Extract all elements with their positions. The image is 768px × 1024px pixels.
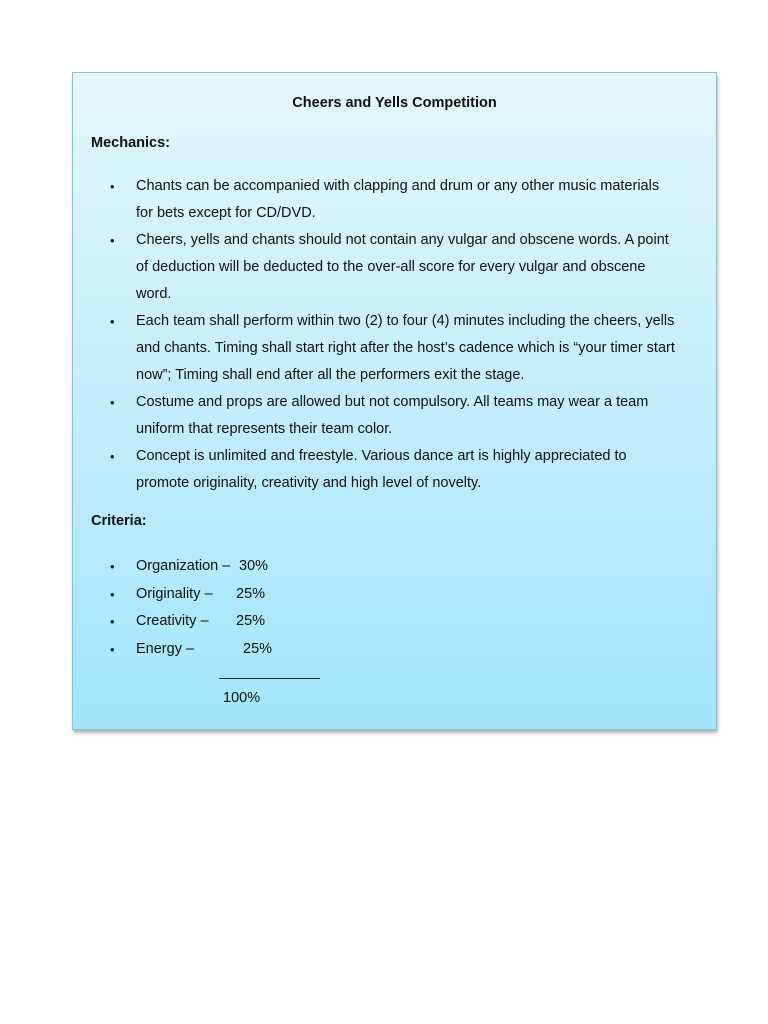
bullet-icon: •	[110, 395, 115, 410]
criteria-list	[73, 553, 716, 664]
criteria-item	[73, 608, 716, 636]
mechanics-list	[73, 173, 716, 497]
bullet-icon: •	[110, 559, 115, 574]
mechanics-item-text: Cheers, yells and chants should not contain any vulgar and obscene words. A point of deduction will be deducted to the over-all score for every vulgar and obscene word.	[136, 232, 669, 302]
mechanics-item	[73, 173, 716, 227]
mechanics-item-text: Concept is unlimited and freestyle. Various dance art is highly appreciated to promote originality, creativity and high level of novelty.	[136, 448, 627, 491]
criteria-value: 30%	[239, 558, 269, 574]
mechanics-item-text: Costume and props are allowed but not compulsory. All teams may wear a team uniform that represents their team color.	[136, 394, 649, 437]
criteria-total: 100%	[223, 690, 261, 706]
bullet-icon: •	[110, 449, 115, 464]
criteria-name: Organization –	[136, 558, 231, 574]
criteria-value: 25%	[236, 613, 266, 630]
document-title: Cheers and Yells Competition	[292, 95, 497, 111]
criteria-item	[73, 581, 716, 609]
criteria-heading: Criteria:	[91, 513, 147, 529]
mechanics-item	[73, 308, 716, 389]
bullet-icon: •	[110, 614, 115, 630]
document-card	[72, 72, 717, 730]
criteria-name: Energy –	[136, 641, 195, 658]
criteria-item	[73, 636, 716, 664]
criteria-name: Creativity –	[136, 613, 209, 630]
criteria-value: 25%	[236, 585, 266, 602]
mechanics-item	[73, 389, 716, 443]
mechanics-heading: Mechanics:	[91, 135, 170, 151]
mechanics-item	[73, 443, 716, 497]
bullet-icon: •	[110, 586, 115, 602]
bullet-icon: •	[110, 314, 115, 329]
mechanics-item-text: Each team shall perform within two (2) to four (4) minutes including the cheers, yells and chants. Timing shall start right after the host’s cadence which is “your timer start now”; Timing shall end after all the performers exit the stage.	[136, 313, 675, 383]
criteria-value: 25%	[243, 641, 273, 658]
bullet-icon: •	[110, 233, 115, 248]
bullet-icon: •	[110, 642, 115, 658]
mechanics-item-text: Chants can be accompanied with clapping and drum or any other music materials for bets except for CD/DVD.	[136, 178, 660, 221]
criteria-item	[73, 553, 716, 581]
bullet-icon: •	[110, 179, 115, 194]
criteria-name: Originality –	[136, 585, 213, 602]
mechanics-item	[73, 227, 716, 308]
total-rule	[219, 678, 320, 679]
